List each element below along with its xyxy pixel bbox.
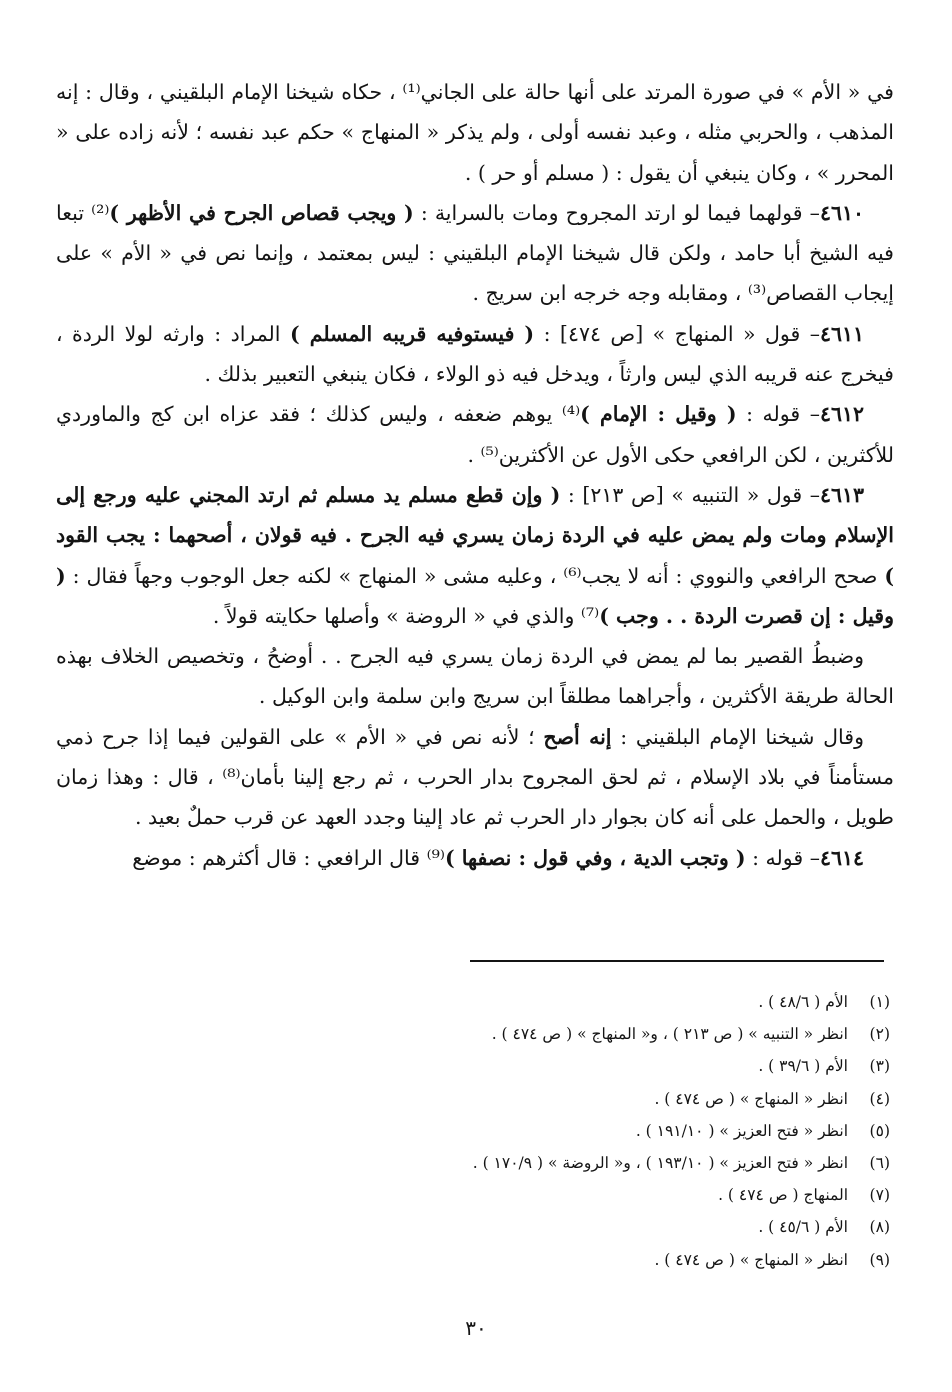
paragraph-text: – قوله :	[745, 845, 820, 870]
paragraph-text: في « الأم » في صورة المرتد على أنها حالة على الجاني⁽¹⁾ ، حكاه شيخنا الإمام البلقيني ، وقال : إنه المذهب ، والحربي مثله ، وعبد نفسه أولى ، ولم يذكر « المنهاج » حكم عبد نفسه ؛ لأنه زاده على « المحرر » ، وكان ينبغي أن يقول : ( مسلم أو حر ) .	[56, 80, 894, 185]
footnote-number: (٢)	[869, 1025, 890, 1044]
quoted-text: ( وتجب الدية ، وفي قول : نصفها )	[444, 845, 746, 870]
paragraph-4614	[56, 838, 894, 878]
paragraph-4612	[56, 394, 894, 475]
issue-number: ٤٦١٣	[819, 482, 865, 507]
footnote-item	[70, 1083, 890, 1115]
paragraph-text: ⁽⁹⁾ قال الرافعي : قال أكثرهم : موضع	[132, 845, 445, 870]
footnote-item	[70, 1018, 890, 1050]
footnote-number: (١)	[869, 993, 890, 1011]
paragraph-text: – قولهما فيما لو ارتد المجروح ومات بالسراية :	[413, 200, 820, 225]
quoted-text: ( فيستوفيه قريبه المسلم )	[289, 321, 535, 346]
quoted-text: إنه أصح	[543, 724, 612, 749]
footnote-text: انظر « المنهاج » ( ص ٤٧٤ ) .	[654, 1089, 848, 1108]
paragraph-4610	[56, 193, 894, 314]
footnote-number: (٥)	[869, 1121, 890, 1140]
paragraph-4613	[56, 475, 894, 636]
paragraph-text: – قوله :	[736, 402, 820, 427]
footnote-item	[70, 986, 890, 1018]
paragraph-continuation	[56, 72, 894, 193]
issue-number: ٤٦١٠	[819, 200, 864, 225]
paragraph-text: ؛ لأنه نص في « الأم » على القولين فيما إذا جرح ذمي مستأمناً في بلاد الإسلام ، ثم لحق المجروح بدار الحرب ، ثم رجع إلينا بأمان⁽⁸⁾ ، قال : وهذا زمان طويل ، والحمل على أنه كان بجوار دار الحرب ثم عاد إلينا وجدد العهد عن قرب حملٌ بعيد .	[56, 724, 894, 830]
paragraph-text: صحح الرافعي والنووي : أنه لا يجب⁽⁶⁾ ، وعليه مشى « المنهاج » لكنه جعل الوجوب وجهاً فقال :	[65, 563, 885, 588]
quoted-text: ( وقيل : إن قصرت الردة . . وجب )	[56, 563, 894, 628]
footnote-item	[70, 1244, 890, 1276]
footnote-number: (٩)	[869, 1250, 890, 1269]
footnote-item	[70, 1147, 890, 1179]
footnote-item	[70, 1211, 890, 1243]
footnote-text: انظر « المنهاج » ( ص ٤٧٤ ) .	[654, 1250, 848, 1269]
footnote-number: (٨)	[869, 1218, 890, 1237]
footnote-text: انظر « فتح العزيز » ( ١٩١/١٠ ) .	[635, 1121, 848, 1140]
footnotes-list	[70, 986, 890, 1276]
paragraph-text: وضبطُ القصير بما لم يمض في الردة زمان يسري فيه الجرح . . أوضحُ ، وتخصيص الخلاف بهذه الحالة طريقة الأكثرين ، وأجراهما مطلقاً ابن سريج وابن سلمة وابن الوكيل .	[56, 644, 894, 709]
quoted-text: ( وقيل : الإمام )	[580, 402, 737, 427]
paragraph-text: ⁽⁷⁾ والذي في « الروضة » وأصلها حكايته قولاً .	[212, 603, 600, 628]
footnote-text: الأم ( ٤٥/٦ ) .	[758, 1218, 848, 1237]
paragraph-bulqini	[56, 717, 894, 838]
footnote-number: (٣)	[869, 1057, 890, 1076]
footnote-number: (٤)	[869, 1089, 890, 1108]
paragraph-text: وقال شيخنا الإمام البلقيني :	[611, 724, 864, 749]
footnote-item	[70, 1115, 890, 1147]
footnote-number: (٦)	[869, 1154, 890, 1173]
main-text	[56, 72, 894, 878]
footnote-text: الأم ( ٣٩/٦ ) .	[758, 1057, 848, 1076]
issue-number: ٤٦١١	[819, 321, 864, 346]
footnote-number: (٧)	[869, 1186, 890, 1205]
footnote-text: انظر « فتح العزيز » ( ١٩٣/١٠ ) ، و« الروضة » ( ١٧٠/٩ ) .	[472, 1154, 848, 1173]
paragraph-text: – قول « التنبيه » [ص ٢١٣] :	[560, 482, 820, 507]
paragraph-commentary	[56, 636, 894, 717]
paragraph-text: ⁽⁴⁾ يوهم ضعفه ، وليس كذلك ؛ فقد عزاه ابن كج والماوردي للأكثرين ، لكن الرافعي حكى الأول عن الأكثرين⁽⁵⁾ .	[56, 402, 894, 467]
footnote-text: انظر « التنبيه » ( ص ٢١٣ ) ، و« المنهاج » ( ص ٤٧٤ ) .	[491, 1025, 848, 1044]
footnote-divider	[470, 960, 884, 962]
paragraph-text: ⁽²⁾ تبعا فيه الشيخ أبا حامد ، ولكن قال شيخنا الإمام البلقيني : ليس بمعتمد ، وإنما نص في « الأم » على إيجاب القصاص⁽³⁾ ، ومقابله وجه خرجه ابن سريج .	[56, 200, 894, 306]
issue-number: ٤٦١٤	[819, 845, 864, 870]
paragraph-text: – قول « المنهاج » [ص ٤٧٤] :	[534, 321, 820, 346]
issue-number: ٤٦١٢	[819, 402, 864, 427]
quoted-text: ( ويجب قصاص الجرح في الأظهر )	[109, 200, 414, 225]
paragraph-4611	[56, 314, 894, 395]
footnote-item	[70, 1050, 890, 1082]
footnote-text: المنهاج ( ص ٤٧٤ ) .	[718, 1186, 848, 1205]
quoted-text: ( وإن قطع مسلم يد مسلم ثم ارتد المجني عليه ورجع إلى الإسلام ومات ولم يمض عليه في الردة زمان يسري فيه الجرح . فيه قولان ، أصحهما : يجب القود )	[56, 482, 895, 588]
footnote-item	[70, 1179, 890, 1211]
paragraph-text: المراد : وارثه لولا الردة ، فيخرج عنه قريبه الذي ليس وارثاً ، ويدخل فيه ذو الولاء ، فكان ينبغي التعبير بذلك .	[56, 321, 894, 387]
page-number: ٣٠	[465, 1316, 487, 1340]
footnote-text: الأم ( ٤٨/٦ ) .	[758, 993, 848, 1011]
